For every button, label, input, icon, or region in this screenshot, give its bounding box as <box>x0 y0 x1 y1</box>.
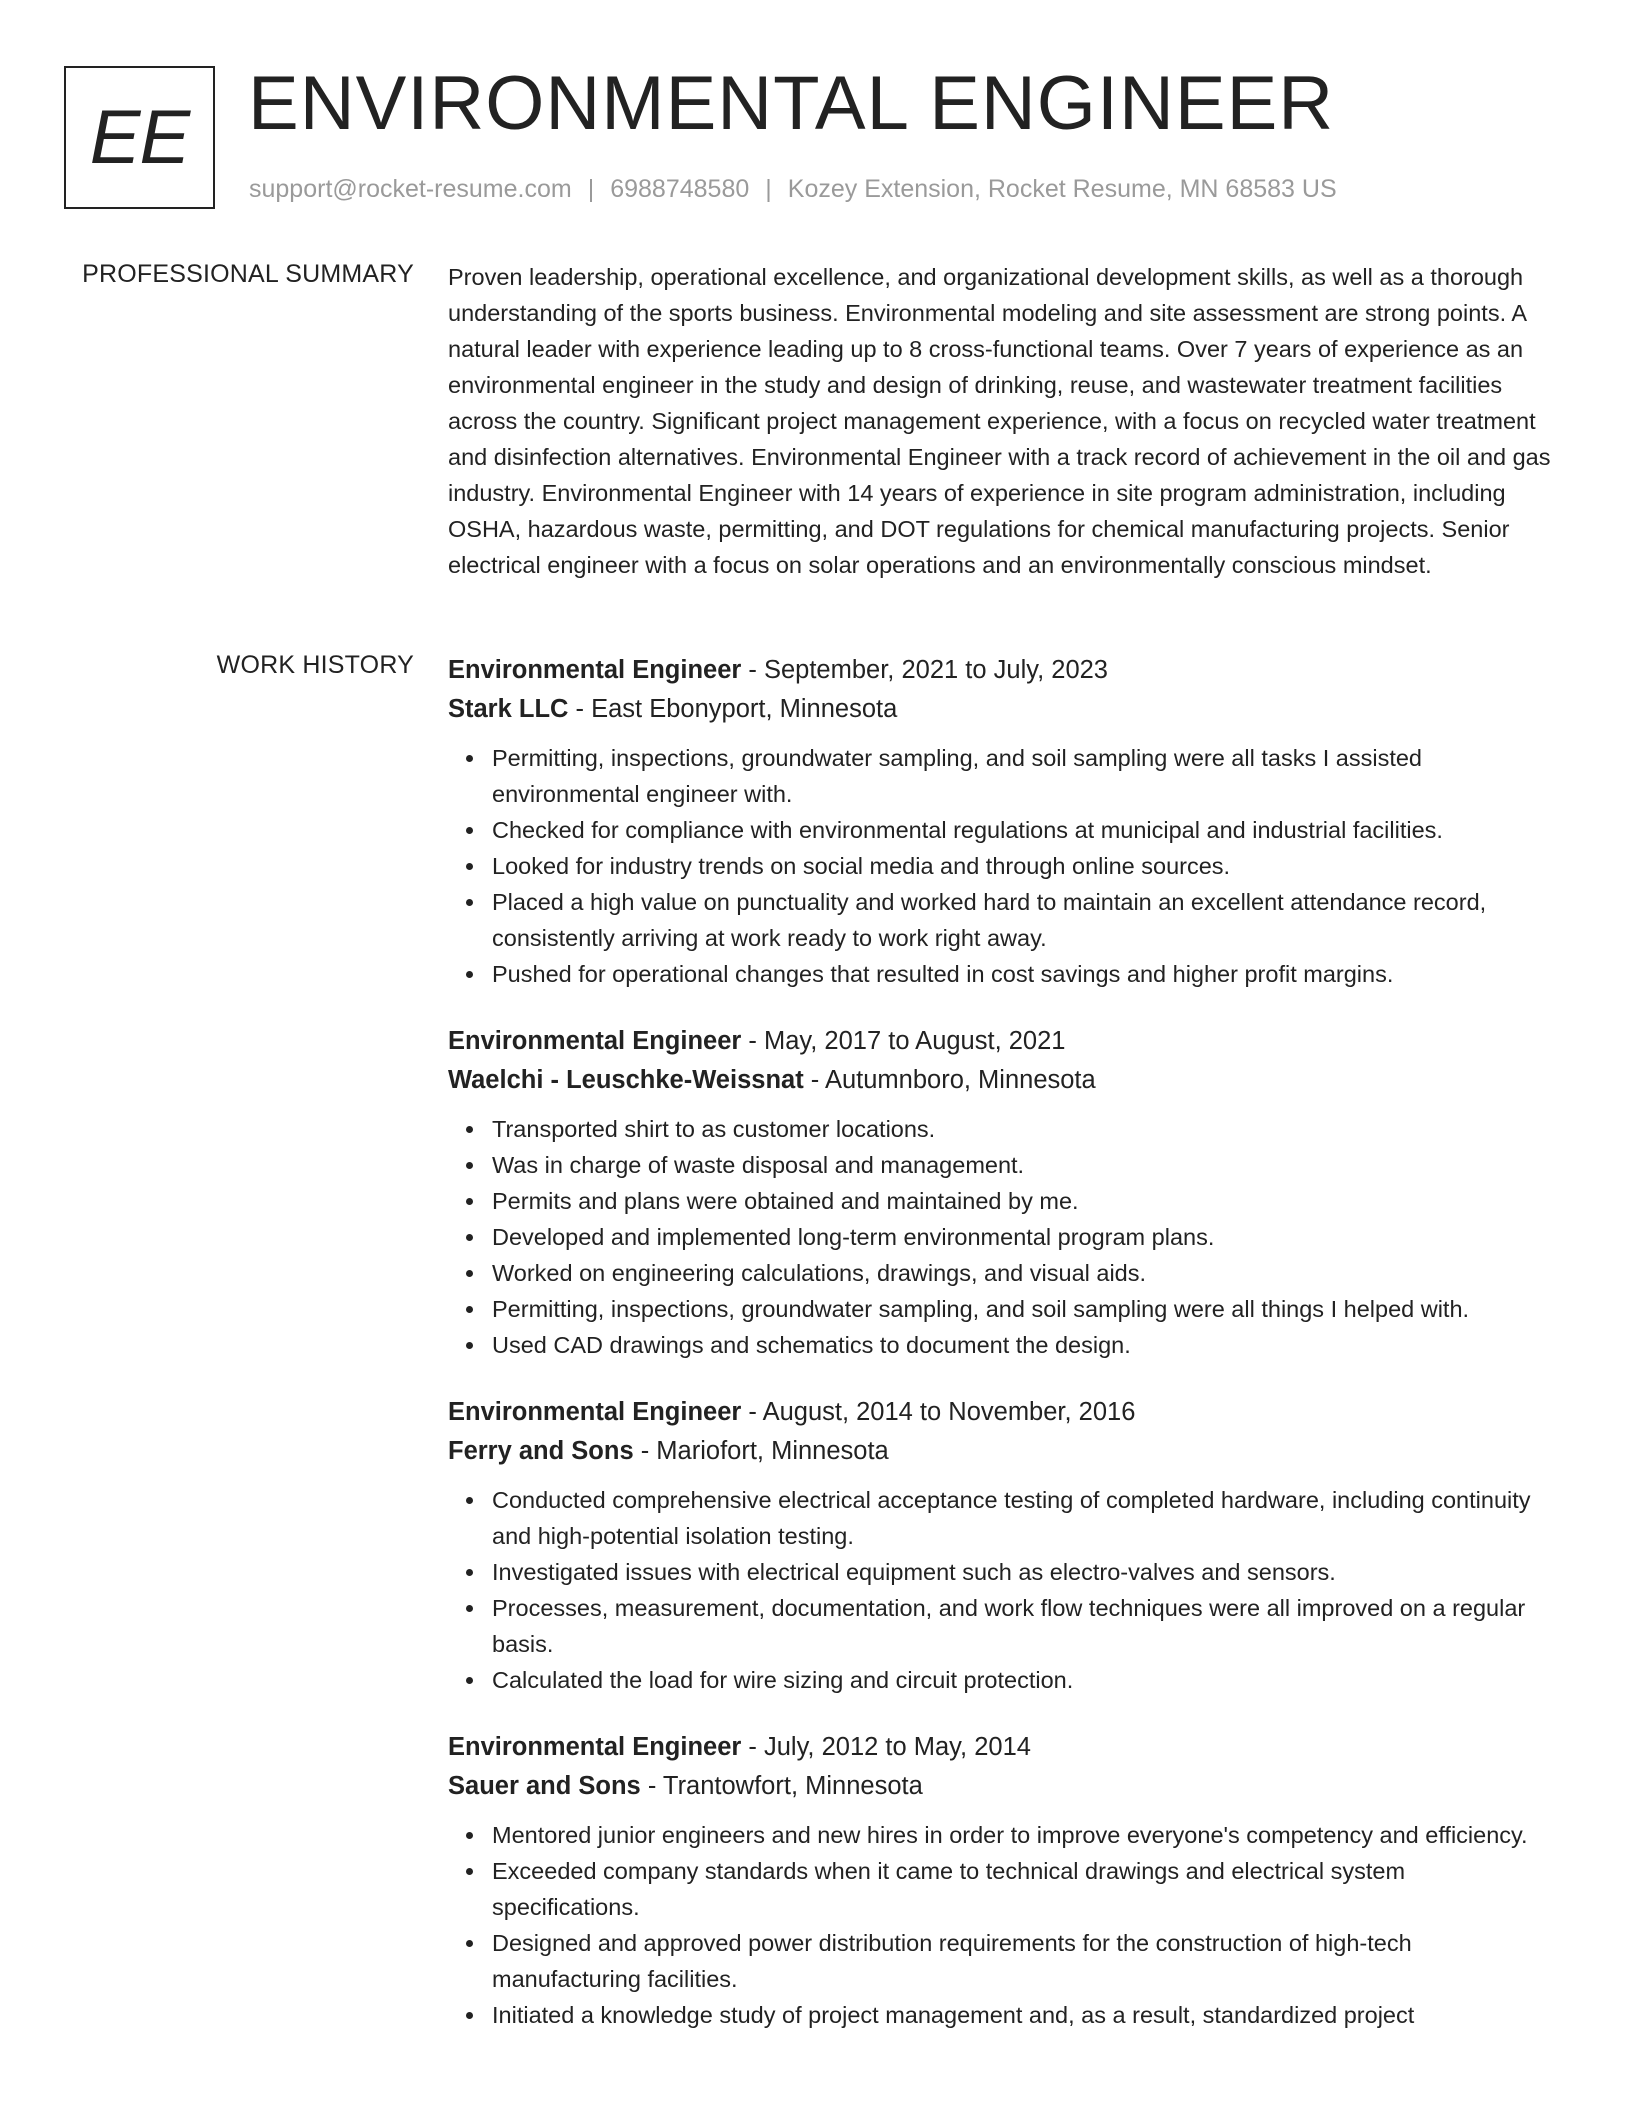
job-company: Sauer and Sons <box>448 1772 641 1800</box>
job-company-line <box>448 690 1558 729</box>
job-dates: - September, 2021 to July, 2023 <box>741 656 1108 684</box>
job-bullet: Permitting, inspections, groundwater sampling, and soil sampling were all things I helped with. <box>492 1291 1558 1327</box>
monogram-logo: EE <box>64 66 215 209</box>
job-title: Environmental Engineer <box>448 656 742 684</box>
job-bullet: Permitting, inspections, groundwater sampling, and soil sampling were all tasks I assisted environmental engineer with. <box>492 740 1558 812</box>
job-dates: - August, 2014 to November, 2016 <box>741 1398 1136 1426</box>
job-bullets <box>448 1482 1558 1698</box>
contact-line <box>249 175 1337 204</box>
resume-title: ENVIRONMENTAL ENGINEER <box>248 61 1335 146</box>
job-bullet: Exceeded company standards when it came to technical drawings and electrical system specifications. <box>492 1853 1558 1925</box>
contact-separator: | <box>587 175 595 203</box>
job-bullet: Developed and implemented long-term environmental program plans. <box>492 1219 1558 1255</box>
job-title-line <box>448 1728 1558 1767</box>
job-bullet: Transported shirt to as customer locations. <box>492 1111 1558 1147</box>
job-title: Environmental Engineer <box>448 1027 742 1055</box>
contact-phone[interactable]: 6988748580 <box>610 175 750 203</box>
job-bullet: Pushed for operational changes that resulted in cost savings and higher profit margins. <box>492 956 1558 992</box>
job-bullets <box>448 1817 1558 2033</box>
job-bullets <box>448 1111 1558 1363</box>
job-bullet: Calculated the load for wire sizing and circuit protection. <box>492 1662 1558 1698</box>
job-dates: - July, 2012 to May, 2014 <box>741 1733 1031 1761</box>
job-bullet: Mentored junior engineers and new hires in order to improve everyone's competency and efficiency. <box>492 1817 1558 1853</box>
job-location: - East Ebonyport, Minnesota <box>568 695 898 723</box>
job-bullet: Worked on engineering calculations, drawings, and visual aids. <box>492 1255 1558 1291</box>
job-company-line <box>448 1767 1558 1806</box>
job-entry <box>448 1393 1558 1698</box>
contact-separator: | <box>765 175 772 203</box>
work-history-heading: WORK HISTORY <box>216 651 414 679</box>
job-entry <box>448 651 1558 992</box>
job-bullet: Looked for industry trends on social media and through online sources. <box>492 848 1558 884</box>
contact-address: Kozey Extension, Rocket Resume, MN 68583 US <box>787 175 1337 203</box>
job-bullet: Initiated a knowledge study of project management and, as a result, standardized project <box>492 1997 1558 2033</box>
job-bullet: Was in charge of waste disposal and management. <box>492 1147 1558 1183</box>
job-location: - Autumnboro, Minnesota <box>803 1066 1096 1094</box>
job-title-line <box>448 1393 1558 1432</box>
contact-email[interactable]: support@rocket-resume.com <box>249 175 572 203</box>
job-bullet: Permits and plans were obtained and maintained by me. <box>492 1183 1558 1219</box>
job-location: - Trantowfort, Minnesota <box>640 1772 923 1800</box>
job-title: Environmental Engineer <box>448 1733 742 1761</box>
job-title-line <box>448 1022 1558 1061</box>
job-company: Ferry and Sons <box>448 1437 634 1465</box>
job-bullet: Checked for compliance with environmental regulations at municipal and industrial facilities. <box>492 812 1558 848</box>
job-bullet: Investigated issues with electrical equipment such as electro-valves and sensors. <box>492 1554 1558 1590</box>
job-title: Environmental Engineer <box>448 1398 742 1426</box>
job-entry <box>448 1728 1558 2033</box>
job-title-line <box>448 651 1558 690</box>
job-bullet: Processes, measurement, documentation, and work flow techniques were all improved on a regular basis. <box>492 1590 1558 1662</box>
summary-heading: PROFESSIONAL SUMMARY <box>82 260 414 288</box>
job-bullet: Used CAD drawings and schematics to document the design. <box>492 1327 1558 1363</box>
job-location: - Mariofort, Minnesota <box>633 1437 889 1465</box>
job-bullet: Designed and approved power distribution requirements for the construction of high-tech manufacturing facilities. <box>492 1925 1558 1997</box>
job-entry <box>448 1022 1558 1363</box>
job-company-line <box>448 1432 1558 1471</box>
job-company: Waelchi - Leuschke-Weissnat <box>448 1066 804 1094</box>
summary-text: Proven leadership, operational excellence, and organizational development skills, as well as a thorough understanding of the sports business. Environmental modeling and site assessment are strong points. A natural leader with experience leading up to 8 cross-functional teams. Over 7 years of experience as an environmental engineer in the study and design of drinking, reuse, and wastewater treatment facilities across the country. Significant project management experience, with a focus on recycled water treatment and disinfection alternatives. Environmental Engineer with a track record of achievement in the oil and gas industry. Environmental Engineer with 14 years of experience in site program administration, including OSHA, hazardous waste, permitting, and DOT regulations for chemical manufacturing projects. Senior electrical engineer with a focus on solar operations and an environmentally conscious mindset. <box>448 264 1551 578</box>
job-company: Stark LLC <box>448 695 569 723</box>
job-bullet: Conducted comprehensive electrical acceptance testing of completed hardware, including continuity and high-potential isolation testing. <box>492 1482 1558 1554</box>
job-company-line <box>448 1061 1558 1100</box>
resume-header <box>64 61 1564 216</box>
job-list <box>448 651 1558 2063</box>
job-dates: - May, 2017 to August, 2021 <box>741 1027 1066 1055</box>
job-bullets <box>448 740 1558 992</box>
job-bullet: Placed a high value on punctuality and worked hard to maintain an excellent attendance record, consistently arriving at work ready to work right away. <box>492 884 1558 956</box>
